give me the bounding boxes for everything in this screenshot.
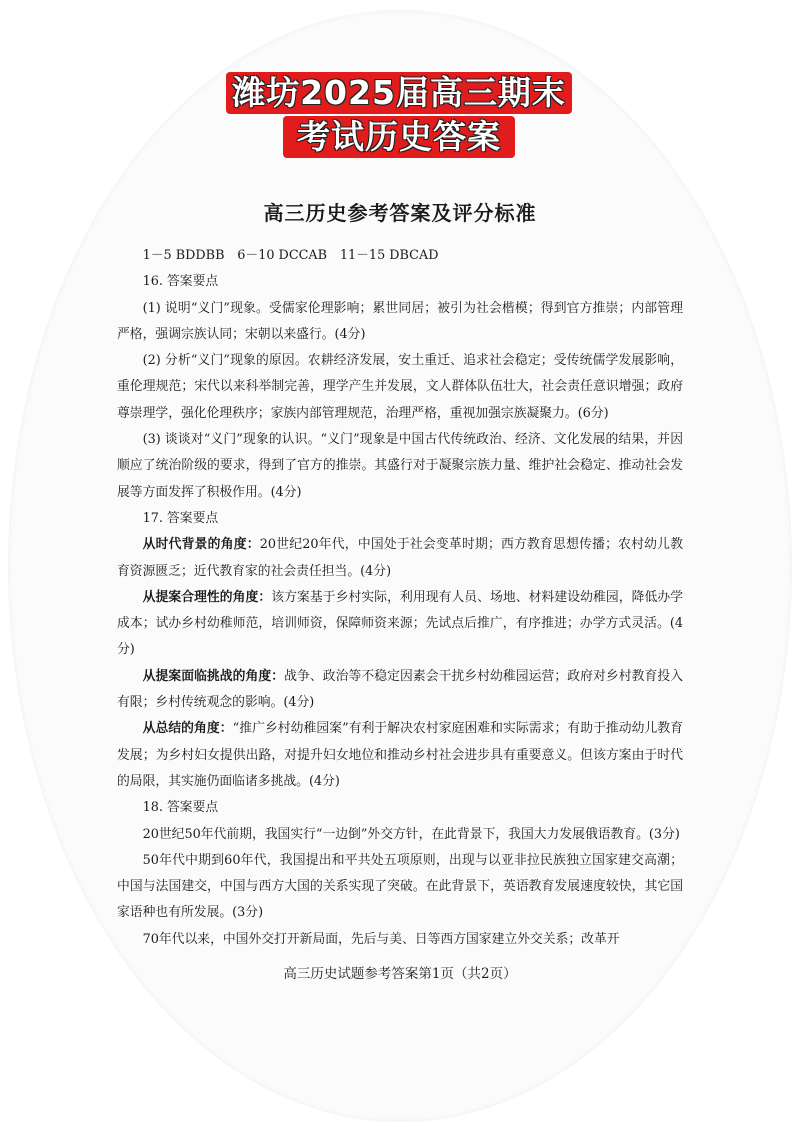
- q16-heading: 16. 答案要点: [142, 274, 219, 290]
- q17-item-text: 战争、政治等不稳定因素会干扰乡村幼稚园运营；政府对乡村教育投入有限；乡村传统观念的影响。(4分): [117, 668, 684, 711]
- q17-item-challenges: [117, 664, 683, 717]
- page-footer: 高三历史试题参考答案第1页（共2页）: [283, 966, 517, 982]
- q18-part2: 50年代中期到60年代，我国提出和平共处五项原则，出现与以亚非拉民族独立国家建交高潮；中国与法国建交，中国与西方大国的关系实现了突破。在此背景下，英语教育发展速度较快，其它国家语种也有所发展。(3分): [117, 852, 683, 921]
- q16-part3: (3) 谈谈对“义门”现象的认识。“义门”现象是中国古代传统政治、经济、文化发展的结果，并因顺应了统治阶级的要求，得到了官方的推崇。其盛行对于凝聚宗族力量、维护社会稳定、推动社会发展等方面发挥了积极作用。(4分): [117, 432, 683, 500]
- q17-item-summary: [117, 716, 683, 795]
- banner-line-2: 考试历史答案: [283, 116, 515, 158]
- q18-part1: 20世纪50年代前期，我国实行“一边倒”外交方针，在此背景下，我国大力发展俄语教育。(3分): [142, 826, 680, 842]
- banner-line-1: 潍坊2025届高三期末: [226, 72, 572, 114]
- answer-content: [117, 243, 683, 953]
- q17-item-label: 从总结的角度：: [142, 721, 233, 737]
- q18-part3: 70年代以来，中国外交打开新局面，先后与美、日等西方国家建立外交关系；改革开: [142, 931, 620, 947]
- q17-item-rationality: [117, 585, 683, 664]
- q16-part2: (2) 分析“义门”现象的原因。农耕经济发展，安土重迁、追求社会稳定；受传统儒学发展影响，重伦理规范；宋代以来科举制完善，理学产生并发展，文人群体队伍壮大，社会责任意识增强；政府尊崇理学，强化伦理秩序；家族内部管理规范，治理严格，重视加强宗族凝聚力。(6分): [117, 353, 683, 421]
- q17-item-text: 该方案基于乡村实际，利用现有人员、场地、材料建设幼稚园，降低办学成本；试办乡村幼稚师范，培训师资，保障师资来源；先试点后推广，有序推进；办学方式灵活。(4分): [117, 589, 684, 658]
- document-title: 高三历史参考答案及评分标准: [263, 201, 537, 225]
- q16-part1: (1) 说明“义门”现象。受儒家伦理影响；累世同居；被引为社会楷模；得到官方推崇；内部管理严格，强调宗族认同；宋朝以来盛行。(4分): [117, 300, 683, 342]
- q17-item-background: [117, 532, 683, 585]
- q17-heading: 17. 答案要点: [142, 510, 219, 526]
- q18-heading: 18. 答案要点: [142, 800, 219, 816]
- q17-item-text: “推广乡村幼稚园案”有利于解决农村家庭困难和实际需求；有助于推动幼儿教育发展；为乡村妇女提供出路，对提升妇女地位和推动乡村社会进步具有重要意义。但该方案由于时代的局限，其实施仍面临诸多挑战。(4分): [117, 721, 684, 789]
- q17-item-text: 20世纪20年代，中国处于社会变革时期；西方教育思想传播；农村幼儿教育资源匮乏；近代教育家的社会责任担当。(4分): [117, 537, 683, 579]
- choice-answers: 1－5 BDDBB 6－10 DCCAB 11－15 DBCAD: [142, 248, 439, 263]
- q17-item-label: 从提案面临挑战的角度：: [142, 668, 285, 684]
- q17-item-label: 从提案合理性的角度：: [142, 589, 272, 605]
- title-banner: [218, 72, 580, 164]
- q17-item-label: 从时代背景的角度：: [142, 537, 260, 553]
